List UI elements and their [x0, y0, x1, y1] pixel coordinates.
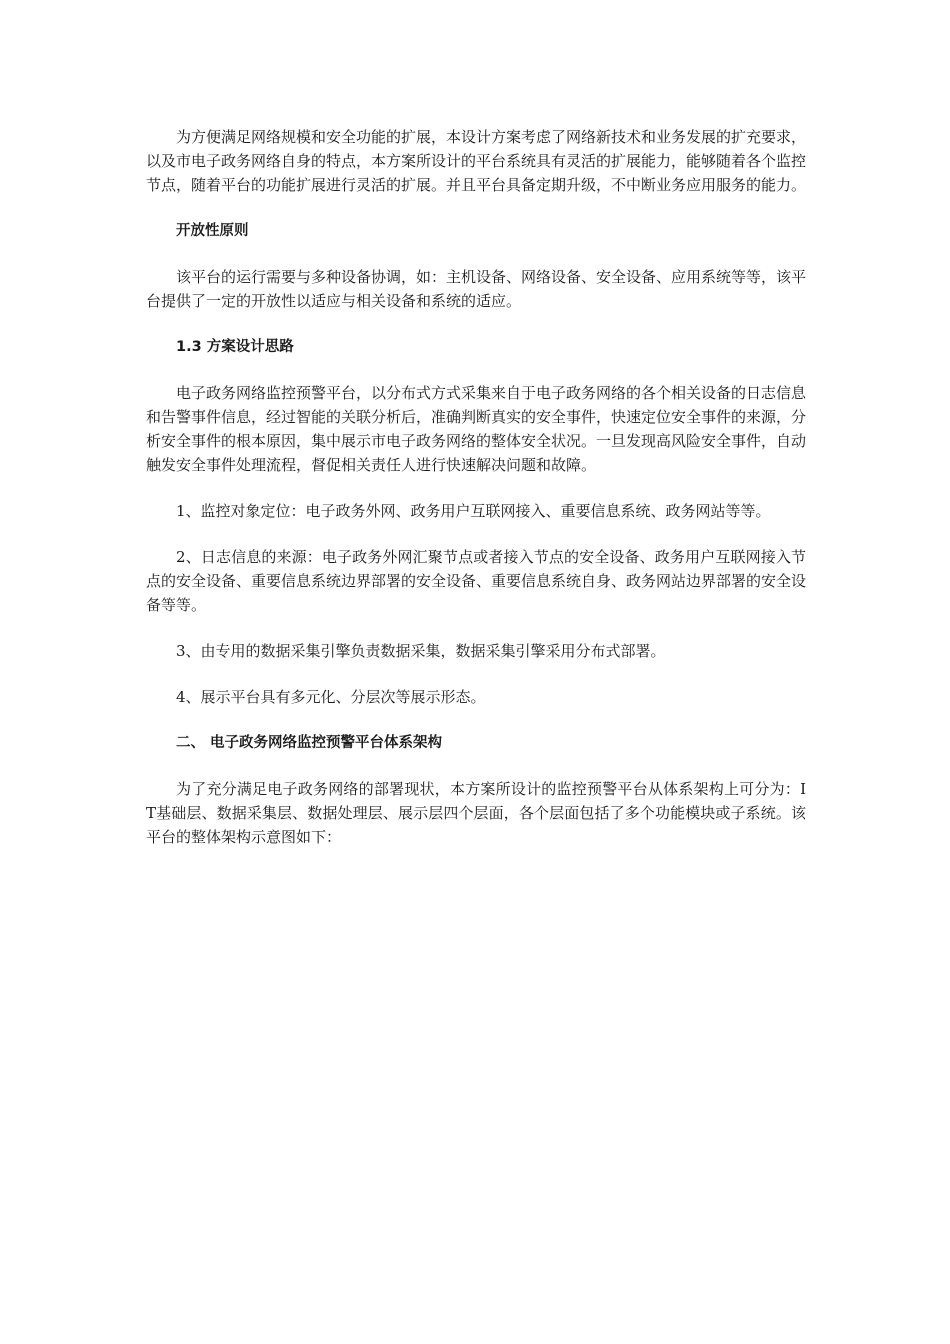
- heading-openness-principle: 开放性原则: [176, 223, 249, 239]
- paragraph-data-collection: 3、由专用的数据采集引擎负责数据采集，数据采集引擎采用分布式部署。: [176, 642, 666, 660]
- heading-architecture: 二、 电子政务网络监控预警平台体系架构: [176, 735, 443, 751]
- paragraph-log-sources: 2、日志信息的来源：电子政务外网汇聚节点或者接入节点的安全设备、政务用户互联网接入节点的安全设备、重要信息系统边界部署的安全设备、重要信息系统自身、政务网站边界部署的安全设备等等。: [146, 548, 807, 614]
- paragraph-scalability: 为方便满足网络规模和安全功能的扩展，本设计方案考虑了网络新技术和业务发展的扩充要求，以及市电子政务网络自身的特点，本方案所设计的平台系统具有灵活的扩展能力，能够随着各个监控节点，随着平台的功能扩展进行灵活的扩展。并且平台具备定期升级，不中断业务应用服务的能力。: [146, 128, 807, 194]
- paragraph-openness: 该平台的运行需要与多种设备协调，如：主机设备、网络设备、安全设备、应用系统等等，该平台提供了一定的开放性以适应与相关设备和系统的适应。: [146, 268, 807, 310]
- paragraph-display-platform: 4、展示平台具有多元化、分层次等展示形态。: [176, 688, 486, 706]
- paragraph-architecture: 为了充分满足电子政务网络的部署现状，本方案所设计的监控预警平台从体系架构上可分为：IT基础层、数据采集层、数据处理层、展示层四个层面，各个层面包括了多个功能模块或子系统。该平台的整体架构示意图如下：: [146, 780, 806, 846]
- heading-design-approach: 1.3 方案设计思路: [176, 339, 294, 355]
- document-body: [146, 125, 806, 871]
- paragraph-monitoring-targets: 1、监控对象定位：电子政务外网、政务用户互联网接入、重要信息系统、政务网站等等。: [176, 502, 771, 520]
- paragraph-design-overview: 电子政务网络监控预警平台，以分布式方式采集来自于电子政务网络的各个相关设备的日志信息和告警事件信息，经过智能的关联分析后，准确判断真实的安全事件，快速定位安全事件的来源，分析安全事件的根本原因，集中展示市电子政务网络的整体安全状况。一旦发现高风险安全事件，自动触发安全事件处理流程，督促相关责任人进行快速解决问题和故障。: [146, 384, 807, 474]
